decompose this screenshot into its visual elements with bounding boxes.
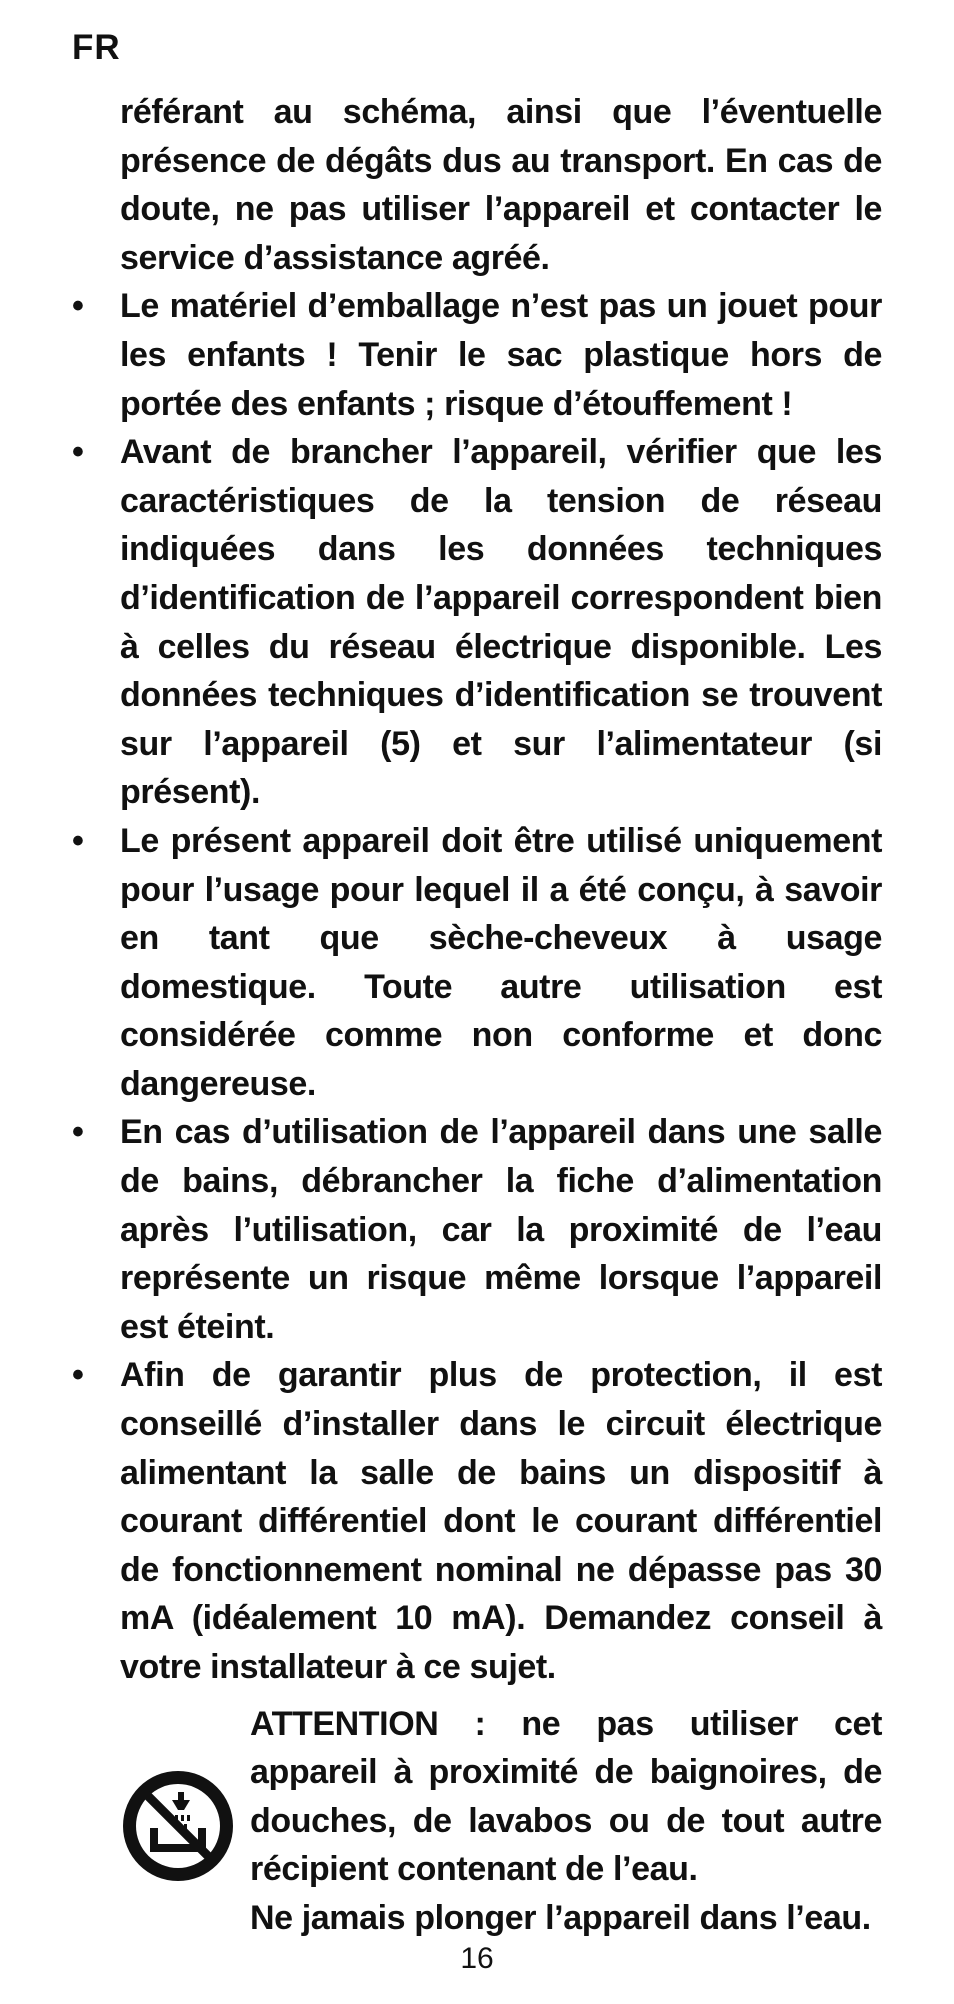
warning-text: ATTENTION : ne pas utiliser cet appareil à proximité de baignoires, de douches, de lavabos ou de tout autre récipient contenant de l’eau. (250, 1704, 882, 1889)
list-item-text: Le matériel d’emballage n’est pas un jouet pour les enfants ! Tenir le sac plastique hors de portée des enfants ; risque d’étouffement ! (120, 287, 882, 423)
list-item (72, 1351, 882, 1691)
language-code: FR (72, 28, 121, 67)
list-item-text: Afin de garantir plus de protection, il est conseillé d’installer dans le circuit électrique alimentant la salle de bains un dispositif à courant différentiel dont le courant différentiel de fonctionnement nominal ne dépasse pas 30 mA (idéalement 10 mA). Demandez conseil à votre installateur à ce sujet. (120, 1356, 882, 1686)
list-item (72, 1108, 882, 1351)
list-item (72, 282, 882, 428)
list-item-text: Le présent appareil doit être utilisé uniquement pour l’usage pour lequel il a été conçu, à savoir en tant que sèche-cheveux à usage domestique. Toute autre utilisation est considérée comme non conforme et donc dangereuse. (120, 821, 882, 1103)
instructions-body (72, 88, 882, 1943)
warning-text-2: Ne jamais plonger l’appareil dans l’eau. (250, 1898, 871, 1937)
bullet-icon: • (72, 433, 84, 472)
list-item (72, 428, 882, 817)
no-water-use-icon (118, 1766, 238, 1886)
bullet-icon: • (72, 1356, 84, 1395)
list-item (72, 817, 882, 1109)
bullet-icon: • (72, 287, 84, 326)
intro-paragraph: référant au schéma, ainsi que l’éventuelle présence de dégâts dus au transport. En cas de doute, ne pas utiliser l’appareil et contacter le service d’assistance agréé. (120, 93, 882, 277)
page-number: 16 (460, 1942, 494, 1975)
water-warning-block (72, 1700, 882, 1943)
list-item-text: Avant de brancher l’appareil, vérifier que les caractéristiques de la tension de réseau indiquées dans les données techniques d’identification de l’appareil correspondent bien à celles du réseau électrique disponible. Les données techniques d’identification se trouvent sur l’appareil (5) et sur l’alimentateur (si présent). (120, 433, 882, 812)
bullet-icon: • (72, 821, 84, 860)
list-item-text: En cas d’utilisation de l’appareil dans une salle de bains, débrancher la fiche d’alimentation après l’utilisation, car la proximité de l’eau représente un risque même lorsque l’appareil est éteint. (120, 1113, 882, 1346)
bullet-icon: • (72, 1113, 84, 1152)
